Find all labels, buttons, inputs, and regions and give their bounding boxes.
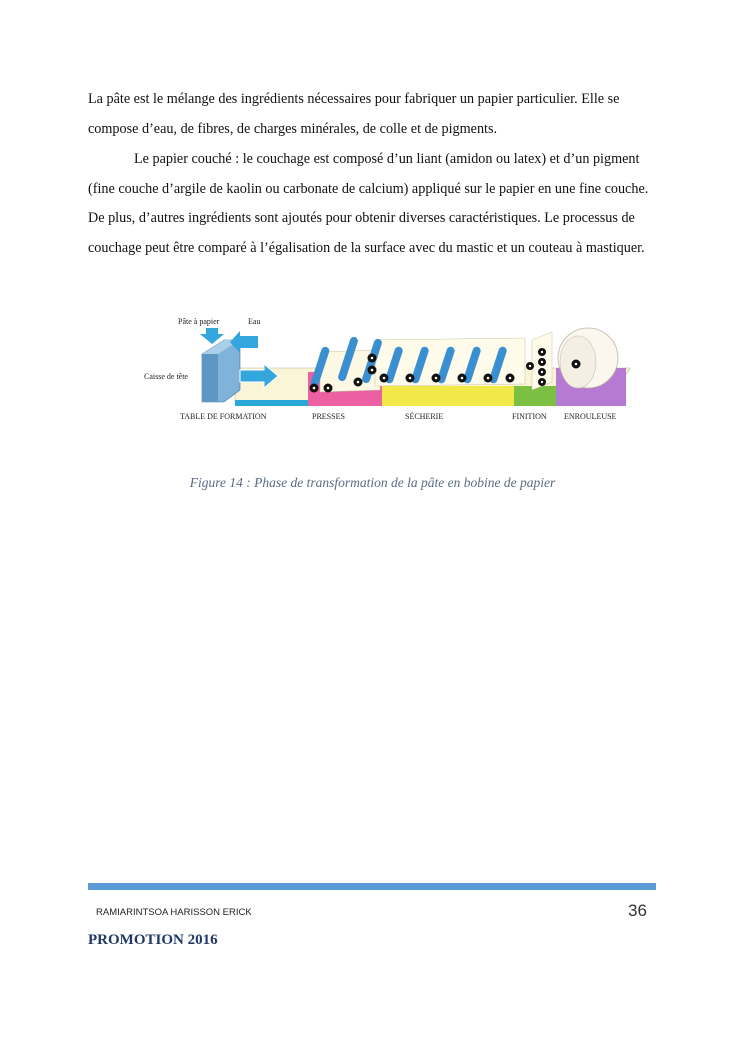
- head-box-front: [202, 354, 218, 402]
- stage-label-enrouleuse: ENROULEUSE: [564, 412, 617, 421]
- stage-label-table-de-formation: TABLE DE FORMATION: [180, 412, 267, 421]
- paper-reel: [558, 328, 618, 388]
- stage-label-presses: PRESSES: [312, 412, 345, 421]
- footer-promotion: PROMOTION 2016: [88, 932, 218, 948]
- stage-label-secherie: SÉCHERIE: [405, 412, 444, 421]
- footer-divider: [88, 883, 656, 890]
- figure-caption: Figure 14 : Phase de transformation de la pâte en bobine de papier: [189, 475, 556, 490]
- headbox-label: Caisse de tête: [144, 372, 188, 381]
- paper-machine-diagram: [140, 310, 630, 430]
- footer-author: RAMIARINTSOA HARISSON ERICK: [96, 907, 252, 918]
- pulp-arrow-icon: [200, 328, 224, 344]
- coated-paper-paragraph: Le papier couché : le couchage est composé d’un liant (amidon ou latex) et d’un pigment (fine couche d’argile de kaolin ou carbonate de calcium) appliqué sur le papier en une fine couche. De plus, d’autres ingrédients sont ajoutés pour obtenir diverses caractéristiques. Le processus de couchage peut être comparé à l’égalisation de la surface avec du mastic et un couteau à mastiquer.: [88, 151, 649, 256]
- stage-band-secherie: [382, 386, 514, 406]
- pulp-label: Pâte à papier: [178, 317, 220, 326]
- page-number: 36: [628, 901, 647, 920]
- water-label: Eau: [248, 317, 261, 326]
- stage-label-finition: FINITION: [512, 412, 547, 421]
- intro-paragraph: La pâte est le mélange des ingrédients nécessaires pour fabriquer un papier particulier. Elle se compose d’eau, de fibres, de charges minérales, de colle et de pigments.: [88, 91, 620, 137]
